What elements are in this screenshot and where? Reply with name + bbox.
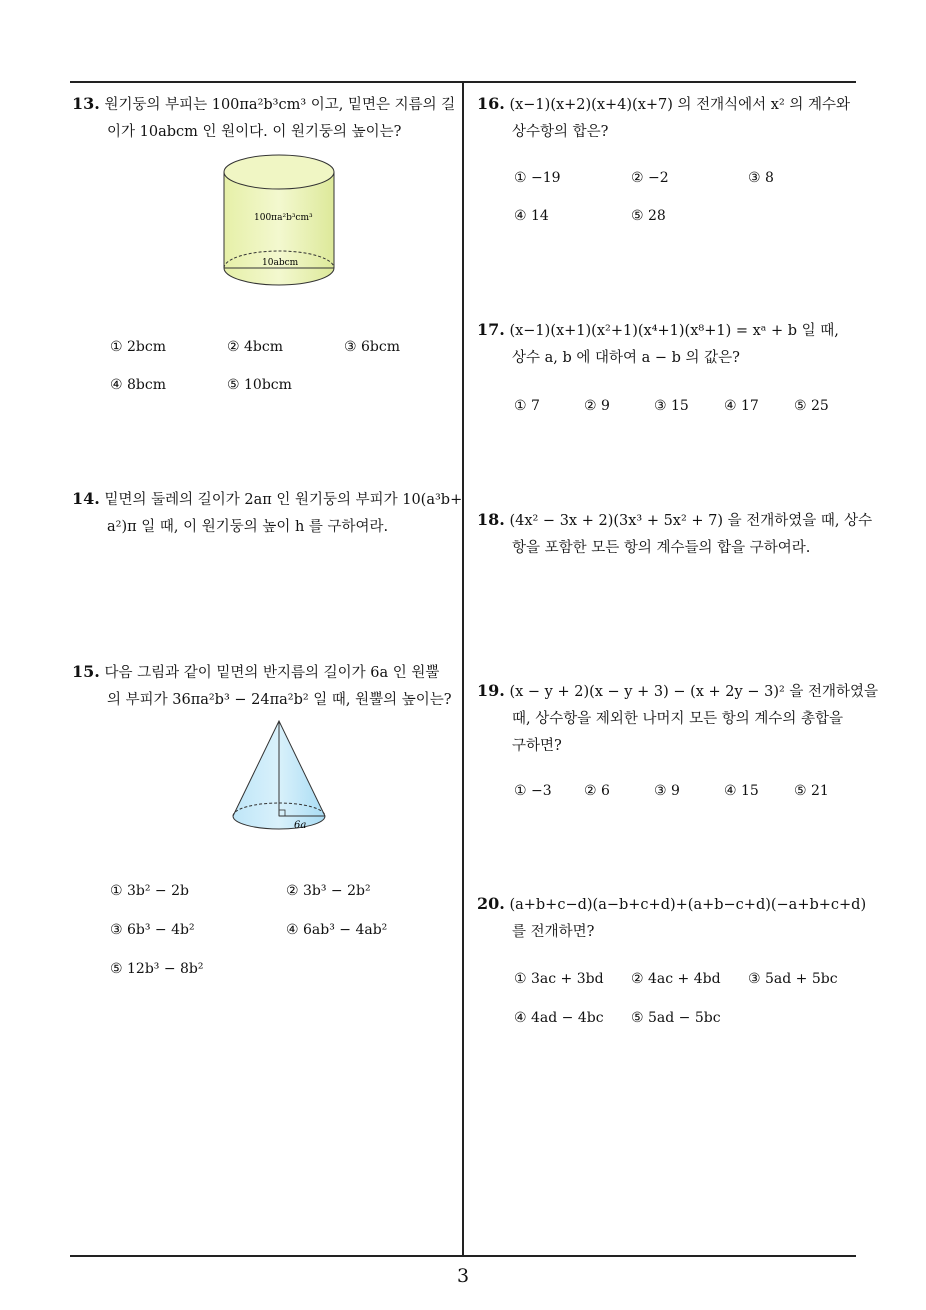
choice-15-4[interactable]: ④ 6ab³ − 4ab² — [286, 922, 388, 938]
question-text-line1: (a+b+c−d)(a−b+c+d)+(a+b−c+d)(−a+b+c+d) — [509, 897, 867, 913]
question-number: 20. — [477, 894, 505, 913]
question-text-line2: 때, 상수항을 제외한 나머지 모든 항의 계수의 총합을 — [512, 711, 844, 727]
choice-15-5[interactable]: ⑤ 12b³ − 8b² — [110, 961, 204, 977]
question-text-line1: (x−1)(x+2)(x+4)(x+7) 의 전개식에서 x² 의 계수와 — [509, 97, 851, 113]
choice-13-2[interactable]: ② 4bcm — [227, 339, 283, 355]
question-19 — [477, 677, 878, 760]
choice-16-5[interactable]: ⑤ 28 — [631, 208, 666, 224]
choice-20-1[interactable]: ① 3ac + 3bd — [514, 971, 604, 987]
choice-15-2[interactable]: ② 3b³ − 2b² — [286, 883, 371, 899]
choice-13-3[interactable]: ③ 6bcm — [344, 339, 400, 355]
question-text-line2: 상수 a, b 에 대하여 a − b 의 값은? — [512, 350, 740, 366]
choice-17-3[interactable]: ③ 15 — [654, 398, 689, 414]
question-number: 14. — [72, 489, 100, 508]
question-number: 13. — [72, 94, 100, 113]
page-number: 3 — [456, 1265, 470, 1287]
choice-16-4[interactable]: ④ 14 — [514, 208, 549, 224]
radius-label: 6a — [294, 820, 307, 831]
choice-19-3[interactable]: ③ 9 — [654, 783, 680, 799]
question-17 — [477, 316, 839, 372]
question-text-line2: 의 부피가 36πa²b³ − 24πa²b² 일 때, 원뿔의 높이는? — [107, 692, 452, 708]
question-number: 15. — [72, 662, 100, 681]
question-text-line1: 다음 그림과 같이 밑면의 반지름의 길이가 6a 인 원뿔 — [104, 665, 440, 681]
question-text-line2: a²)π 일 때, 이 원기둥의 높이 h 를 구하여라. — [107, 519, 389, 535]
question-text-line2: 항을 포함한 모든 항의 계수들의 합을 구하여라. — [512, 540, 811, 556]
question-13 — [72, 90, 455, 146]
question-text-line2: 를 전개하면? — [512, 924, 595, 940]
question-20 — [477, 890, 866, 946]
question-text-line2: 상수항의 합은? — [512, 124, 609, 140]
cylinder-figure — [218, 150, 340, 292]
question-number: 17. — [477, 320, 505, 339]
question-text-line1: 밑면의 둘레의 길이가 2aπ 인 원기둥의 부피가 10(a³b+ — [104, 492, 463, 508]
question-text-line1: (4x² − 3x + 2)(3x³ + 5x² + 7) 을 전개하였을 때, 상수 — [509, 513, 873, 529]
choice-20-3[interactable]: ③ 5ad + 5bc — [748, 971, 838, 987]
choice-19-4[interactable]: ④ 15 — [724, 783, 759, 799]
bottom-rule — [70, 1255, 856, 1257]
question-number: 16. — [477, 94, 505, 113]
question-number: 19. — [477, 681, 505, 700]
question-text-line3: 구하면? — [512, 738, 562, 754]
choice-13-5[interactable]: ⑤ 10bcm — [227, 377, 292, 393]
choice-19-5[interactable]: ⑤ 21 — [794, 783, 829, 799]
question-18 — [477, 506, 872, 562]
choice-20-4[interactable]: ④ 4ad − 4bc — [514, 1010, 604, 1026]
choice-15-3[interactable]: ③ 6b³ − 4b² — [110, 922, 195, 938]
choice-17-4[interactable]: ④ 17 — [724, 398, 759, 414]
choice-16-3[interactable]: ③ 8 — [748, 170, 774, 186]
question-16 — [477, 90, 850, 146]
choice-15-1[interactable]: ① 3b² − 2b — [110, 883, 189, 899]
choice-20-5[interactable]: ⑤ 5ad − 5bc — [631, 1010, 721, 1026]
choice-20-2[interactable]: ② 4ac + 4bd — [631, 971, 721, 987]
cone-figure — [228, 717, 330, 835]
question-text-line2: 이가 10abcm 인 원이다. 이 원기둥의 높이는? — [107, 124, 402, 140]
column-divider — [462, 82, 464, 1256]
question-text-line1: 원기둥의 부피는 100πa²b³cm³ 이고, 밑면은 지름의 길 — [104, 97, 456, 113]
choice-17-5[interactable]: ⑤ 25 — [794, 398, 829, 414]
choice-13-1[interactable]: ① 2bcm — [110, 339, 166, 355]
choice-16-2[interactable]: ② −2 — [631, 170, 669, 186]
choice-17-2[interactable]: ② 9 — [584, 398, 610, 414]
question-14 — [72, 485, 462, 541]
choice-13-4[interactable]: ④ 8bcm — [110, 377, 166, 393]
choice-19-2[interactable]: ② 6 — [584, 783, 610, 799]
question-text-line1: (x−1)(x+1)(x²+1)(x⁴+1)(x⁸+1) = xᵃ + b 일 때, — [509, 323, 839, 339]
choice-17-1[interactable]: ① 7 — [514, 398, 540, 414]
question-text-line1: (x − y + 2)(x − y + 3) − (x + 2y − 3)² 을 전개하였을 — [509, 684, 879, 700]
question-number: 18. — [477, 510, 505, 529]
volume-label: 100πa²b³cm³ — [254, 213, 313, 223]
diameter-label: 10abcm — [262, 258, 299, 268]
choice-19-1[interactable]: ① −3 — [514, 783, 552, 799]
choice-16-1[interactable]: ① −19 — [514, 170, 561, 186]
question-15 — [72, 658, 452, 714]
